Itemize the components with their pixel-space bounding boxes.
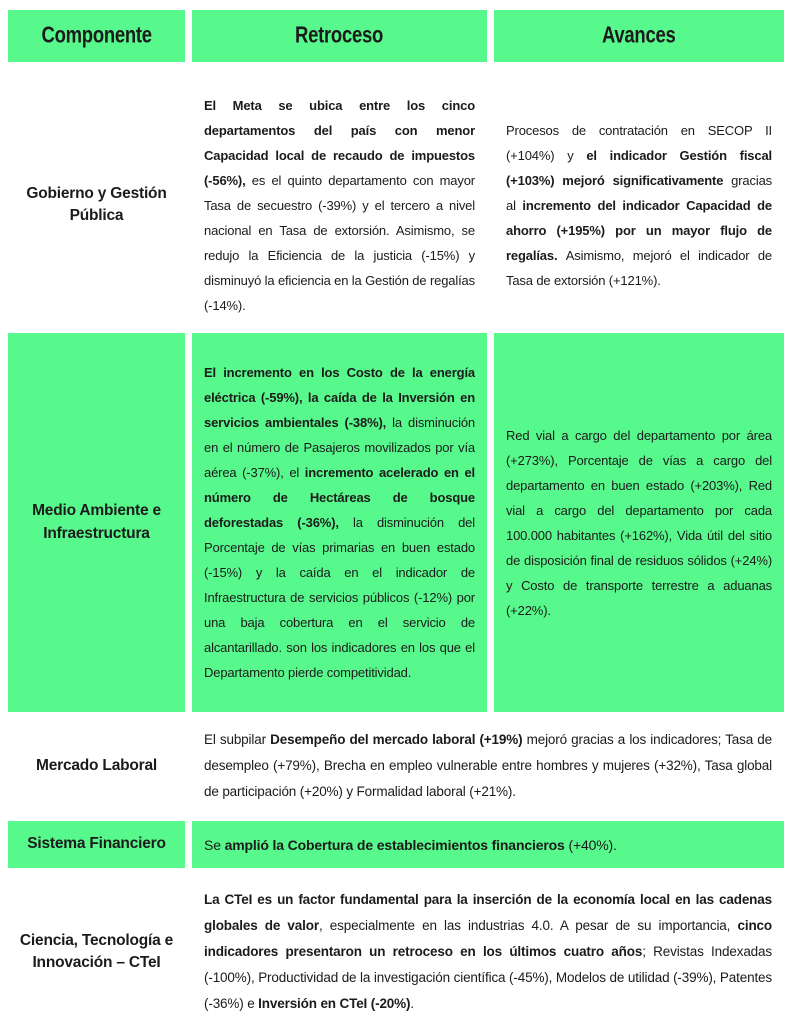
bold-text-run: El incremento en los Costo de la energía eléctrica (-59%), la caída de la Inversión en servicios ambientales (-38%), bbox=[204, 365, 475, 430]
component-cell bbox=[8, 716, 185, 816]
component-label: Medio Ambiente e Infraestructura bbox=[32, 502, 161, 542]
content-text bbox=[204, 727, 772, 805]
retroceso-cell bbox=[192, 333, 487, 712]
avances-cell bbox=[494, 333, 784, 712]
header-cell-avances bbox=[494, 10, 784, 62]
header-cell-componente bbox=[8, 10, 185, 62]
retroceso-text bbox=[204, 360, 475, 685]
component-label: Ciencia, Tecnología e Innovación – CTeI bbox=[19, 931, 174, 971]
text-run: (+40%). bbox=[568, 836, 617, 853]
bold-text-run: incremento del indicador Capacidad de ahorro (+195%) por un mayor flujo de regalías. bbox=[506, 197, 772, 263]
avances-text bbox=[506, 118, 772, 293]
text-run: , especialmente en las industrias 4.0. A pesar de su importancia, bbox=[318, 918, 738, 933]
text-run: Asimismo, mejoró el indicador de Tasa de extorsión (+121%). bbox=[506, 247, 772, 288]
header-label-retroceso: Retroceso bbox=[295, 23, 384, 48]
component-cell bbox=[8, 333, 185, 712]
retroceso-text bbox=[204, 93, 475, 318]
table-row-sistema-financiero bbox=[8, 821, 785, 868]
component-label: Mercado Laboral bbox=[35, 756, 158, 774]
text-run: la disminución en el número de Pasajeros movilizados por vía aérea (-37%), el bbox=[204, 415, 475, 480]
bold-text-run: La CTeI es un factor fundamental para la inserción de la economía local en las cadenas globales de valor bbox=[204, 892, 772, 933]
text-run: la disminución del Porcentaje de vías primarias en buen estado (-15%) y la caída en el indicador de Infraestructura de servicios públicos (-12%) por una baja cobertura en el servicio de alcantarillado. son los indicadores en los que el Departamento pierde competitividad. bbox=[204, 515, 475, 680]
component-cell bbox=[8, 880, 185, 1024]
bold-text-run: amplió la Cobertura de establecimientos financieros bbox=[224, 836, 569, 853]
header-label-avances: Avances bbox=[602, 23, 676, 48]
text-run: . bbox=[410, 996, 414, 1011]
bold-text-run: Desempeño del mercado laboral (+19%) bbox=[270, 732, 527, 747]
component-label: Sistema Financiero bbox=[27, 835, 166, 853]
table-row-ctei bbox=[8, 880, 785, 1024]
text-run: Se bbox=[204, 836, 225, 853]
text-run: Procesos de contratación en SECOP II (+104%) y bbox=[506, 122, 772, 163]
bold-text-run: cinco indicadores presentaron un retroceso en los últimos cuatro años bbox=[204, 918, 772, 959]
text-run: es el quinto departamento con mayor Tasa de secuestro (-39%) y el tercero a nivel nacional en Tasa de extorsión. Asimismo, se redujo la Eficiencia de la justicia (-15%) y disminuyó la eficiencia en la Gestión de regalías (-14%). bbox=[204, 172, 475, 313]
bold-text-run: Inversión en CTeI (-20%) bbox=[258, 996, 411, 1011]
content-text bbox=[204, 887, 772, 1017]
bold-text-run: incremento acelerado en el número de Hectáreas de bosque deforestadas (-36%), bbox=[204, 465, 475, 530]
content-text bbox=[204, 835, 772, 855]
text-run: Red vial a cargo del departamento por área (+273%), Porcentaje de vías a cargo del departamento en buen estado (+203%), Red vial a cargo del departamento por cada 100.000 habitantes (+162%), Vida útil del sitio de disposición final de residuos sólidos (+24%) y Costo de transporte terrestre a aduanas (+22%). bbox=[506, 427, 772, 618]
retroceso-cell bbox=[192, 85, 487, 325]
header-cell-retroceso bbox=[192, 10, 487, 62]
table-row-medio-ambiente bbox=[8, 333, 785, 712]
table-header-row bbox=[8, 10, 785, 62]
component-cell bbox=[8, 821, 185, 868]
avances-cell bbox=[494, 85, 784, 325]
text-run: gracias al bbox=[506, 172, 772, 213]
text-run: mejoró gracias a los indicadores; Tasa de desempleo (+79%), Brecha en empleo vulnerable entre hombres y mujeres (+32%), Tasa global de participación (+20%) y Formalidad laboral (+21%). bbox=[204, 732, 772, 799]
bold-text-run: El Meta se ubica entre los cinco departamentos del país con menor Capacidad local de recaudo de impuestos (-56%), bbox=[204, 97, 475, 188]
content-cell bbox=[192, 716, 784, 816]
avances-text bbox=[506, 423, 772, 623]
text-run: El subpilar bbox=[204, 732, 271, 747]
table-row-gobierno bbox=[8, 85, 785, 325]
content-cell bbox=[192, 880, 784, 1024]
table-row-mercado-laboral bbox=[8, 716, 785, 816]
component-label: Gobierno y Gestión Pública bbox=[26, 184, 167, 224]
component-cell bbox=[8, 85, 185, 325]
content-cell bbox=[192, 821, 784, 868]
header-label-componente: Componente bbox=[41, 23, 152, 48]
text-run: ; Revistas Indexadas (-100%), Productividad de la investigación científica (-45%), Modelos de utilidad (-39%), Patentes (-36%) e bbox=[204, 944, 772, 1011]
bold-text-run: el indicador Gestión fiscal (+103%) mejoró significativamente bbox=[506, 147, 772, 188]
